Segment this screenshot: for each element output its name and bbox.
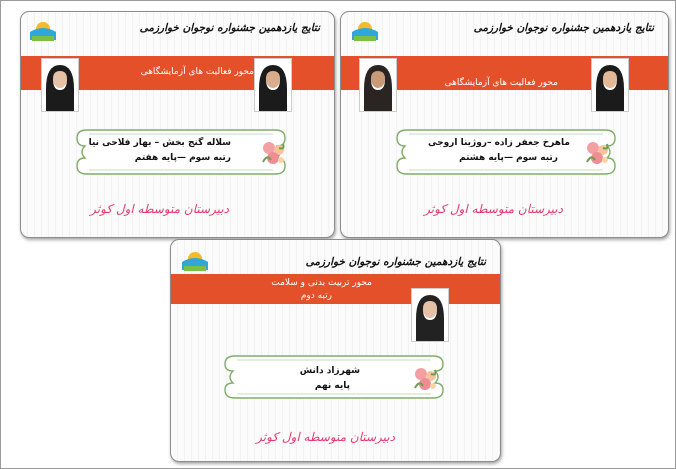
flower-bouquet-icon <box>257 136 291 170</box>
axis-band <box>171 274 500 304</box>
student-names: سلاله گنج بخش – بهار فلاحی نیا <box>88 138 231 148</box>
school-signature: دبیرستان متوسطه اول کوثر <box>90 202 229 216</box>
school-signature: دبیرستان متوسطه اول کوثر <box>424 202 563 216</box>
axis-label: محور فعالیت های آزمایشگاهی <box>140 67 254 77</box>
student-portrait-icon <box>254 58 292 112</box>
flower-bouquet-icon <box>581 136 615 170</box>
sun-book-logo-icon <box>349 18 381 44</box>
axis-label: محور تربیت بدنی و سلامت <box>271 278 372 288</box>
student-portrait-icon <box>359 58 397 112</box>
card-title: نتایج یازدهمین جشنواره نوجوان خوارزمی <box>139 22 320 34</box>
rank-label: رتبه دوم <box>300 291 332 301</box>
flower-bouquet-icon <box>409 362 443 396</box>
sun-book-logo-icon <box>27 18 59 44</box>
student-portrait-icon <box>41 58 79 112</box>
rank-grade: رتبه سوم —پایه هفتم <box>134 153 231 163</box>
student-names: شهرزاد دانش <box>299 366 360 376</box>
card-title: نتایج یازدهمین جشنواره نوجوان خوارزمی <box>473 22 654 34</box>
student-portrait-icon <box>411 288 449 342</box>
card-title: نتایج یازدهمین جشنواره نوجوان خوارزمی <box>305 256 486 268</box>
student-names: ماهرخ جعفر زاده –روژینا اروجی <box>428 138 570 148</box>
student-portrait-icon <box>591 58 629 112</box>
rank-grade: رتبه سوم —پایه هشتم <box>459 153 558 163</box>
result-card-1 <box>20 11 335 238</box>
result-card-2 <box>340 11 669 238</box>
school-signature: دبیرستان متوسطه اول کوثر <box>256 430 395 444</box>
sun-book-logo-icon <box>179 248 211 274</box>
rank-grade: پایه نهم <box>314 381 350 391</box>
axis-label: محور فعالیت های آزمایشگاهی <box>444 78 558 88</box>
result-card-3 <box>170 239 501 462</box>
